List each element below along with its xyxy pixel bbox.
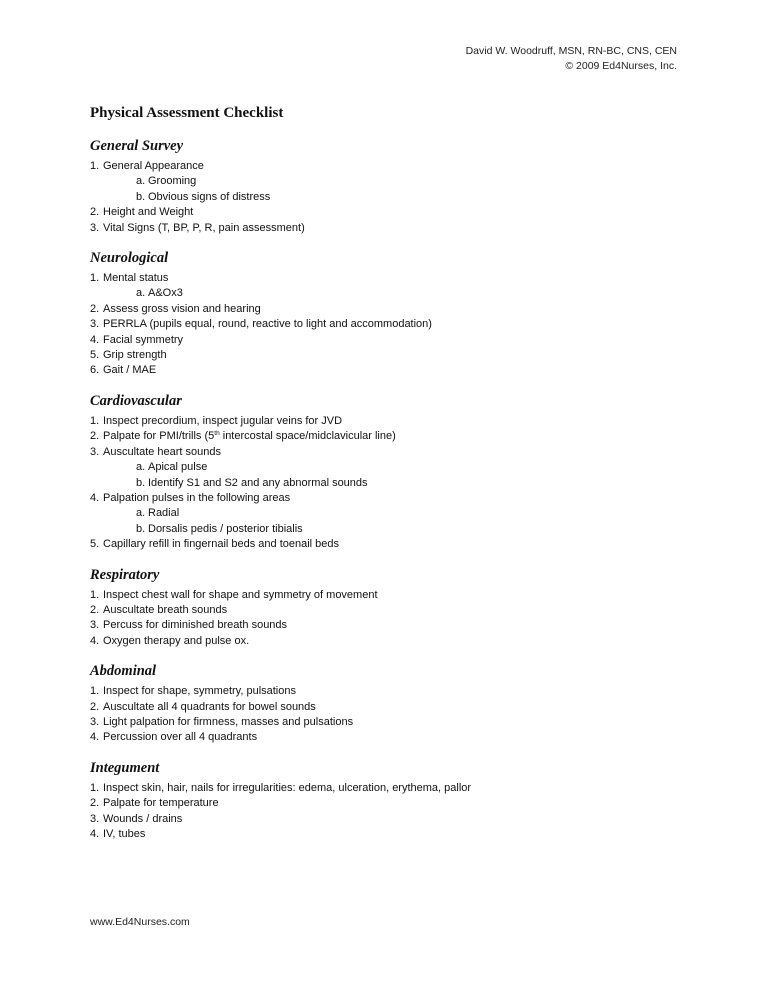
- item-number: 2.: [90, 700, 100, 713]
- sub-item-letter: b.: [136, 522, 146, 535]
- sub-item-letter: a.: [136, 507, 146, 520]
- section-heading: Integument: [90, 759, 160, 776]
- list-item: [90, 730, 690, 745]
- section-heading: General Survey: [90, 138, 184, 154]
- item-number: 4.: [90, 491, 100, 504]
- list-item: [90, 333, 690, 348]
- item-number: 1.: [90, 414, 100, 427]
- section-abdominal: [90, 662, 690, 746]
- item-number: 3.: [90, 715, 100, 728]
- item-number: 4.: [90, 828, 100, 840]
- item-text: Capillary refill in fingernail beds and toenail beds: [103, 538, 340, 551]
- list-item: [90, 221, 690, 236]
- sub-list-item: [90, 506, 690, 521]
- item-number: 2.: [90, 603, 100, 616]
- document-header: [466, 44, 677, 74]
- list-item: [90, 812, 690, 827]
- item-text: Gait / MAE: [103, 364, 157, 377]
- item-number: 1.: [90, 685, 100, 698]
- list-item: [90, 159, 690, 174]
- item-text: Inspect for shape, symmetry, pulsations: [103, 685, 296, 698]
- list-item: [90, 634, 690, 649]
- item-text: Inspect chest wall for shape and symmetry of movement: [103, 588, 378, 601]
- copyright-line: © 2009 Ed4Nurses, Inc.: [565, 60, 677, 72]
- list-item: [90, 700, 690, 715]
- item-text: Percuss for diminished breath sounds: [103, 619, 288, 632]
- sub-item-letter: b.: [136, 190, 146, 203]
- item-text: IV, tubes: [103, 828, 146, 840]
- item-superscript: th: [214, 430, 220, 438]
- list-item: [90, 445, 690, 460]
- item-number: 2.: [90, 302, 100, 315]
- list-item: [90, 491, 690, 506]
- item-number: 3.: [90, 619, 100, 632]
- item-text: Auscultate heart sounds: [103, 445, 222, 458]
- item-text: Palpation pulses in the following areas: [103, 491, 291, 504]
- sub-item-text: Grooming: [148, 175, 197, 188]
- footer-url: www.Ed4Nurses.com: [90, 916, 190, 928]
- item-text: Vital Signs (T, BP, P, R, pain assessment): [103, 221, 305, 234]
- sub-list-item: [90, 476, 690, 491]
- item-text: Light palpation for firmness, masses and pulsations: [103, 715, 354, 728]
- section-heading: Neurological: [90, 250, 169, 267]
- list-item: [90, 603, 690, 618]
- section-heading: Cardiovascular: [90, 392, 182, 409]
- list-item: [90, 205, 690, 220]
- list-item: [90, 588, 690, 603]
- item-number: 5.: [90, 538, 100, 551]
- item-text: Percussion over all 4 quadrants: [103, 731, 258, 744]
- sub-item-letter: a.: [136, 287, 146, 300]
- item-text: Oxygen therapy and pulse ox.: [103, 634, 250, 647]
- list-item: [90, 317, 690, 332]
- section-respiratory: [90, 566, 690, 650]
- item-text: General Appearance: [103, 160, 204, 172]
- item-text: Inspect skin, hair, nails for irregularities: edema, ulceration, erythema, pallor: [103, 781, 472, 794]
- item-text: Grip strength: [103, 349, 167, 362]
- list-item: [90, 363, 690, 378]
- item-text: PERRLA (pupils equal, round, reactive to light and accommodation): [103, 318, 432, 331]
- item-number: 1.: [90, 160, 100, 172]
- list-item: [90, 348, 690, 363]
- item-text: Palpate for temperature: [103, 797, 219, 810]
- list-item: [90, 781, 690, 796]
- section-heading: Abdominal: [90, 663, 157, 680]
- item-number: 2.: [90, 430, 100, 443]
- item-number: 1.: [90, 781, 100, 794]
- list-item: [90, 414, 690, 429]
- sub-item-text: Apical pulse: [148, 461, 208, 474]
- section-general-survey: [90, 137, 690, 236]
- item-text: Mental status: [103, 272, 169, 285]
- item-number: 5.: [90, 349, 100, 362]
- sub-item-text: Dorsalis pedis / posterior tibialis: [148, 522, 303, 535]
- item-number: 3.: [90, 318, 100, 331]
- sub-list-item: [90, 190, 690, 205]
- item-number: 6.: [90, 364, 100, 377]
- list-item: [90, 429, 690, 444]
- page-title: Physical Assessment Checklist: [90, 105, 284, 121]
- list-item: [90, 827, 690, 842]
- sub-list-item: [90, 460, 690, 475]
- list-item: [90, 271, 690, 286]
- section-cardiovascular: [90, 392, 690, 553]
- item-text-continued: intercostal space/midclavicular line): [219, 430, 396, 443]
- sub-item-letter: a.: [136, 175, 146, 188]
- sub-list-item: [90, 174, 690, 189]
- item-text: Auscultate all 4 quadrants for bowel sounds: [103, 700, 316, 713]
- sub-item-text: Radial: [148, 507, 180, 520]
- item-text: Wounds / drains: [103, 812, 183, 825]
- item-number: 2.: [90, 797, 100, 810]
- list-item: [90, 715, 690, 730]
- item-number: 4.: [90, 634, 100, 647]
- item-text: Height and Weight: [103, 206, 194, 219]
- section-neurological: [90, 249, 690, 379]
- sub-item-text: Identify S1 and S2 and any abnormal sounds: [148, 476, 368, 489]
- item-number: 3.: [90, 445, 100, 458]
- item-number: 4.: [90, 731, 100, 744]
- item-text: Assess gross vision and hearing: [103, 302, 261, 315]
- author-line: David W. Woodruff, MSN, RN-BC, CNS, CEN: [465, 45, 677, 57]
- sub-item-letter: a.: [136, 461, 146, 474]
- item-text: Facial symmetry: [103, 333, 184, 346]
- sub-item-letter: b.: [136, 476, 146, 489]
- list-item: [90, 537, 690, 552]
- section-integument: [90, 759, 690, 843]
- sub-list-item: [90, 286, 690, 301]
- item-number: 1.: [90, 588, 100, 601]
- list-item: [90, 302, 690, 317]
- item-number: 4.: [90, 333, 100, 346]
- checklist-sections: [90, 137, 690, 842]
- list-item: [90, 796, 690, 811]
- sub-item-text: Obvious signs of distress: [148, 190, 271, 203]
- list-item: [90, 618, 690, 633]
- item-number: 3.: [90, 812, 100, 825]
- item-text: Inspect precordium, inspect jugular veins for JVD: [103, 414, 343, 427]
- list-item: [90, 684, 690, 699]
- item-number: 2.: [90, 206, 100, 219]
- item-number: 1.: [90, 272, 100, 285]
- sub-list-item: [90, 522, 690, 537]
- sub-item-text: A&Ox3: [148, 287, 183, 300]
- item-text: Auscultate breath sounds: [103, 603, 228, 616]
- item-text: Palpate for PMI/trills (5: [103, 430, 215, 443]
- item-number: 3.: [90, 221, 100, 234]
- section-heading: Respiratory: [90, 566, 160, 583]
